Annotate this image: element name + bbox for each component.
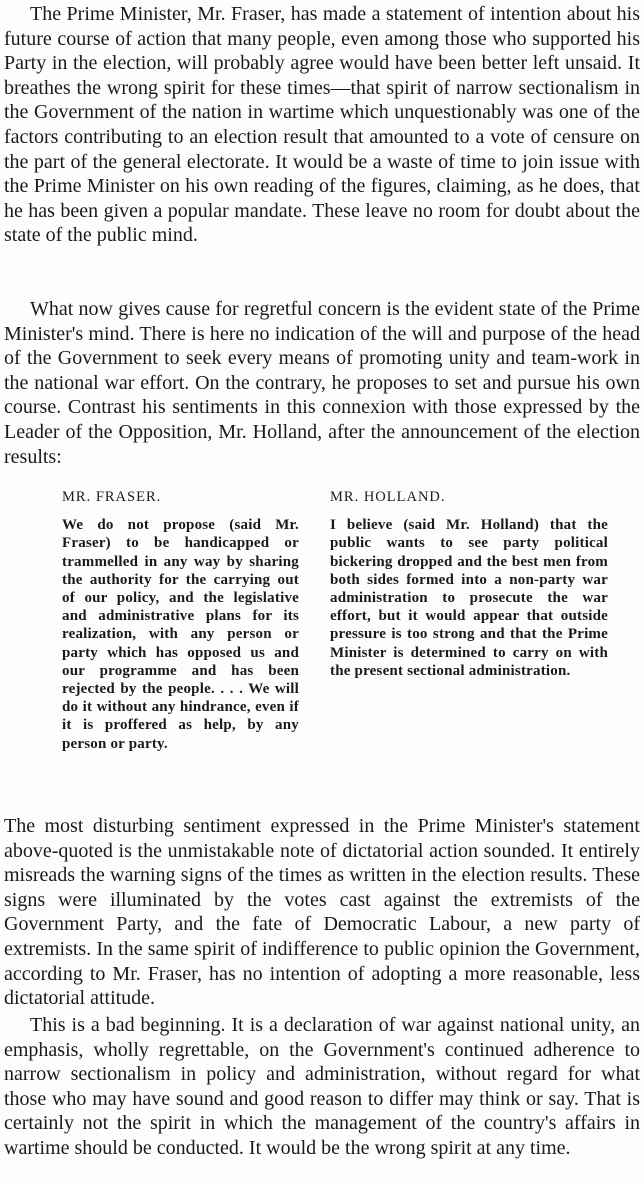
quote-column-holland	[330, 488, 608, 680]
quote-text-fraser: We do not propose (said Mr. Fraser) to be handicapped or trammelled in any way by sharing the authority for the carrying out of our policy, and the legislative and administrative plans for its realization, with any person or party which has opposed us and our programme and has been rejected by the people. . . . We will do it without any hindrance, even if it is proffered as help, by any person or party.	[62, 517, 299, 752]
quote-column-fraser	[62, 488, 299, 753]
paragraph-opening: The Prime Minister, Mr. Fraser, has made a statement of intention about his future course of action that many people, even among those who supported his Party in the election, will probably agree would have been better left unsaid. It breathes the wrong spirit for these times—that spirit of narrow sectionalism in the Government of the nation in wartime which unquestionably was one of the factors contributing to an election result that amounted to a vote of censure on the part of the general electorate. It would be a waste of time to join issue with the Prime Minister on his own reading of the figures, claiming, as he does, that he has been given a popular mandate. These leave no room for doubt about the state of the public mind.	[4, 3, 640, 247]
quote-heading-fraser: MR. FRASER.	[62, 489, 162, 505]
paragraph-disturbing-sentiment: The most disturbing sentiment expressed in the Prime Minister's statement above-quoted is the unmistakable note of dictatorial action sounded. It entirely misreads the warning signs of the times as written in the election results. These signs were illuminated by the votes cast against the extremists of the Government Party, and the fate of Democratic Labour, a new party of extremists. In the same spirit of indifference to public opinion the Government, according to Mr. Fraser, has no intention of adopting a more reasonable, less dictatorial attitude.	[4, 815, 640, 1010]
quote-text-holland: I believe (said Mr. Holland) that the public wants to see party political bickering dropped and the best men from both sides formed into a non-party war administration to prosecute the war effort, but it would appear that outside pressure is too strong and that the Prime Minister is determined to carry on with the present sectional administration.	[330, 517, 608, 679]
paragraph-bad-beginning: This is a bad beginning. It is a declaration of war against national unity, an emphasis, wholly regrettable, on the Government's continued adherence to narrow sectionalism in policy and administration, without regard for what those who may have sound and good reason to differ may think or say. That is certainly not the spirit in which the management of the country's affairs in wartime should be conducted. It would be the wrong spirit at any time.	[4, 1014, 640, 1159]
paragraph-concern: What now gives cause for regretful concern is the evident state of the Prime Minister's mind. There is here no indication of the will and purpose of the head of the Government to seek every means of promoting unity and team-work in the national war effort. On the contrary, he proposes to set and pursue his own course. Contrast his sentiments in this connexion with those expressed by the Leader of the Opposition, Mr. Holland, after the announcement of the election results:	[4, 298, 640, 468]
quote-heading-holland: MR. HOLLAND.	[330, 489, 446, 505]
